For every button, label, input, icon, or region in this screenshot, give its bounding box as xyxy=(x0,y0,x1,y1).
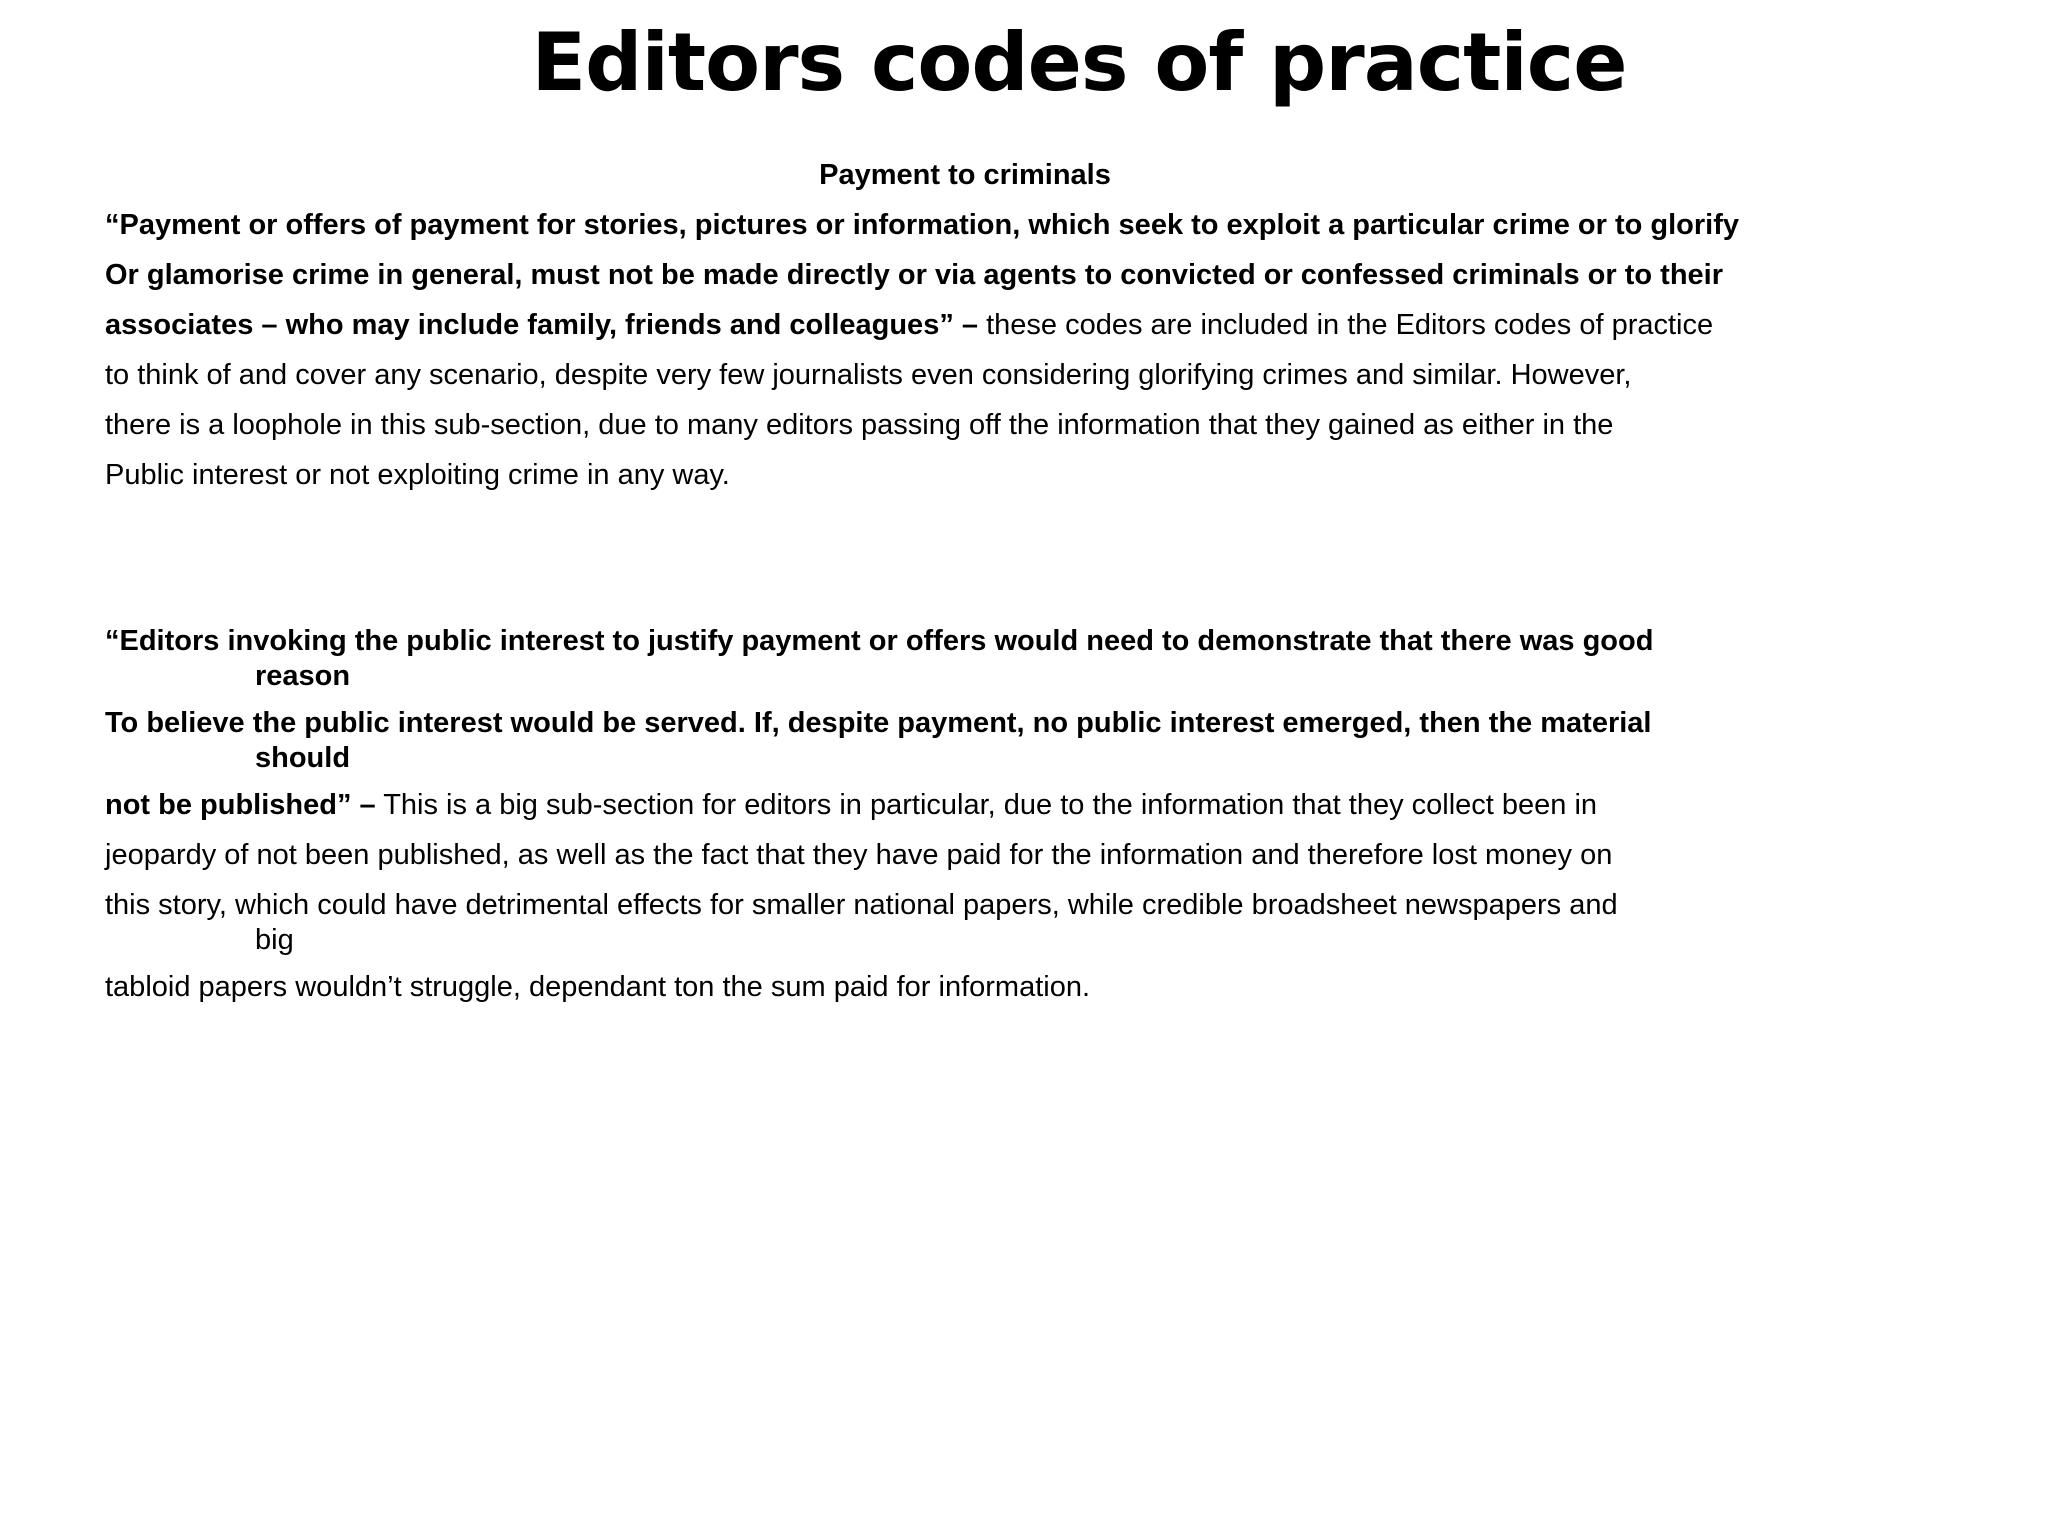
commentary-line: jeopardy of not been published, as well as the fact that they have paid for the information and therefore lost money on xyxy=(105,839,1613,871)
commentary-wrap: big xyxy=(255,924,294,956)
quote-line: Or glamorise crime in general, must not be made directly or via agents to convicted or confessed criminals or to their xyxy=(105,259,1724,291)
commentary-line: this story, which could have detrimental effects for smaller national papers, while credible broadsheet newspapers and xyxy=(105,889,1618,921)
quote-wrap: should xyxy=(255,742,351,774)
commentary-line: there is a loophole in this sub-section, due to many editors passing off the information that they gained as either in the xyxy=(105,409,1614,441)
quote-end: associates – who may include family, friends and colleagues” – xyxy=(105,309,979,341)
quote-wrap: reason xyxy=(255,660,351,692)
mixed-line xyxy=(105,300,1865,350)
commentary-text: This is a big sub-section for editors in particular, due to the information that they collect been in xyxy=(375,789,1598,821)
quote-line: To believe the public interest would be served. If, despite payment, no public interest emerged, then the material xyxy=(105,707,1652,739)
page-title: Editors codes of practice xyxy=(531,16,1627,109)
mixed-line xyxy=(105,780,1865,830)
quote-line: “Payment or offers of payment for stories, pictures or information, which seek to exploit a particular crime or to glorify xyxy=(105,209,1740,241)
section-heading: Payment to criminals xyxy=(819,159,1111,191)
paragraph-public-interest xyxy=(105,616,1865,1012)
commentary-text: these codes are included in the Editors codes of practice xyxy=(978,309,1714,341)
paragraph-payment-to-criminals xyxy=(105,200,1865,500)
commentary-line: Public interest or not exploiting crime in any way. xyxy=(105,459,730,491)
commentary-line: to think of and cover any scenario, despite very few journalists even considering glorifying crimes and similar. However, xyxy=(105,359,1632,391)
quote-line: “Editors invoking the public interest to justify payment or offers would need to demonstrate that there was good xyxy=(105,625,1654,657)
quote-end: not be published” – xyxy=(105,789,376,821)
commentary-line: tabloid papers wouldn’t struggle, dependant ton the sum paid for information. xyxy=(105,971,1091,1003)
